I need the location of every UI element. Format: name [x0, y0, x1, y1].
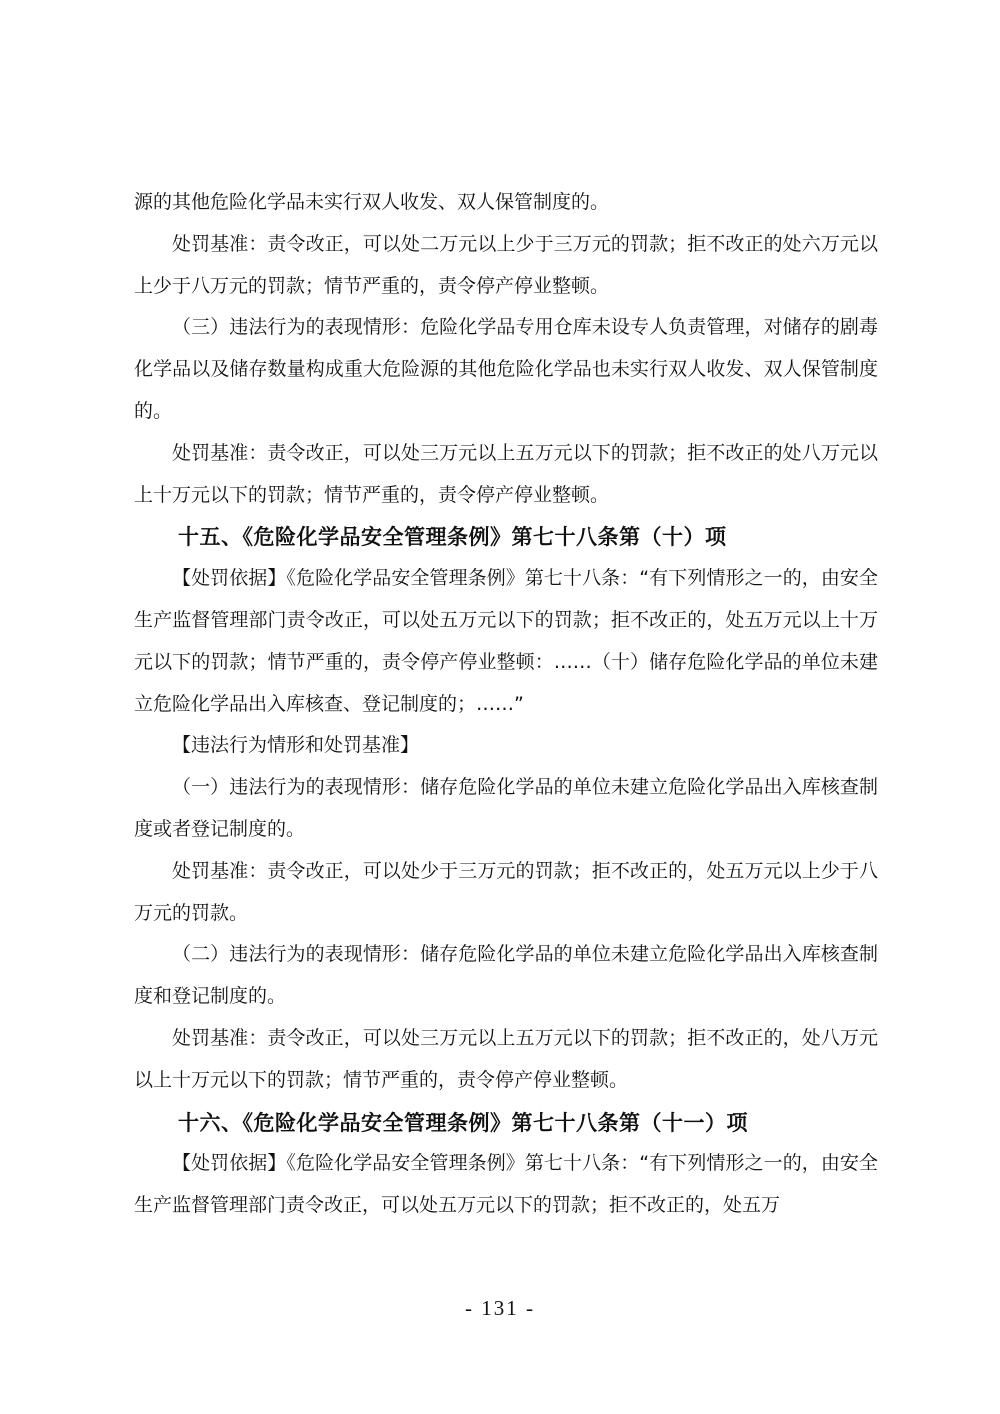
page-number: - 131 -: [465, 1296, 535, 1320]
document-body: [134, 182, 878, 1227]
paragraph-continued: 源的其他危险化学品未实行双人收发、双人保管制度的。: [134, 191, 610, 213]
paragraph-violation-header: 【违法行为情形和处罚基准】: [172, 734, 420, 757]
paragraph-violation-case-3: （三）违法行为的表现情形：危险化学品专用仓库未设专人负责管理，对储存的剧毒化学品以及储存数量构成重大危险源的其他危险化学品也未实行双人收发、双人保管制度的。: [134, 316, 878, 422]
paragraph-penalty-basis: 【处罚依据】《危险化学品安全管理条例》第七十八条：“有下列情形之一的，由安全生产监督管理部门责令改正，可以处五万元以下的罚款；拒不改正的，处五万: [134, 1152, 878, 1217]
paragraph-penalty-standard: 处罚基准：责令改正，可以处三万元以上五万元以下的罚款；拒不改正的处八万元以上十万元以下的罚款；情节严重的，责令停产停业整顿。: [134, 441, 878, 506]
paragraph-violation-case-2: （二）违法行为的表现情形：储存危险化学品的单位未建立危险化学品出入库核查制度和登记制度的。: [134, 943, 878, 1008]
section-heading-16: 十六、《危险化学品安全管理条例》第七十八条第（十一）项: [178, 1109, 748, 1135]
section-heading-15: 十五、《危险化学品安全管理条例》第七十八条第（十）项: [178, 524, 727, 550]
paragraph-penalty-basis: 【处罚依据】《危险化学品安全管理条例》第七十八条：“有下列情形之一的，由安全生产监督管理部门责令改正，可以处五万元以下的罚款；拒不改正的，处五万元以上十万元以下的罚款；情节严重的，责令停产停业整顿：……（十）储存危险化学品的单位未建立危险化学品出入库核查、登记制度的；……”: [134, 567, 878, 715]
paragraph-penalty-standard: 处罚基准：责令改正，可以处少于三万元的罚款；拒不改正的，处五万元以上少于八万元的罚款。: [134, 859, 878, 924]
paragraph-penalty-standard: 处罚基准：责令改正，可以处三万元以上五万元以下的罚款；拒不改正的，处八万元以上十万元以下的罚款；情节严重的，责令停产停业整顿。: [134, 1026, 878, 1091]
paragraph-penalty-standard: 处罚基准：责令改正，可以处二万元以上少于三万元的罚款；拒不改正的处六万元以上少于八万元的罚款；情节严重的，责令停产停业整顿。: [134, 232, 878, 297]
paragraph-violation-case-1: （一）违法行为的表现情形：储存危险化学品的单位未建立危险化学品出入库核查制度或者登记制度的。: [134, 776, 878, 840]
